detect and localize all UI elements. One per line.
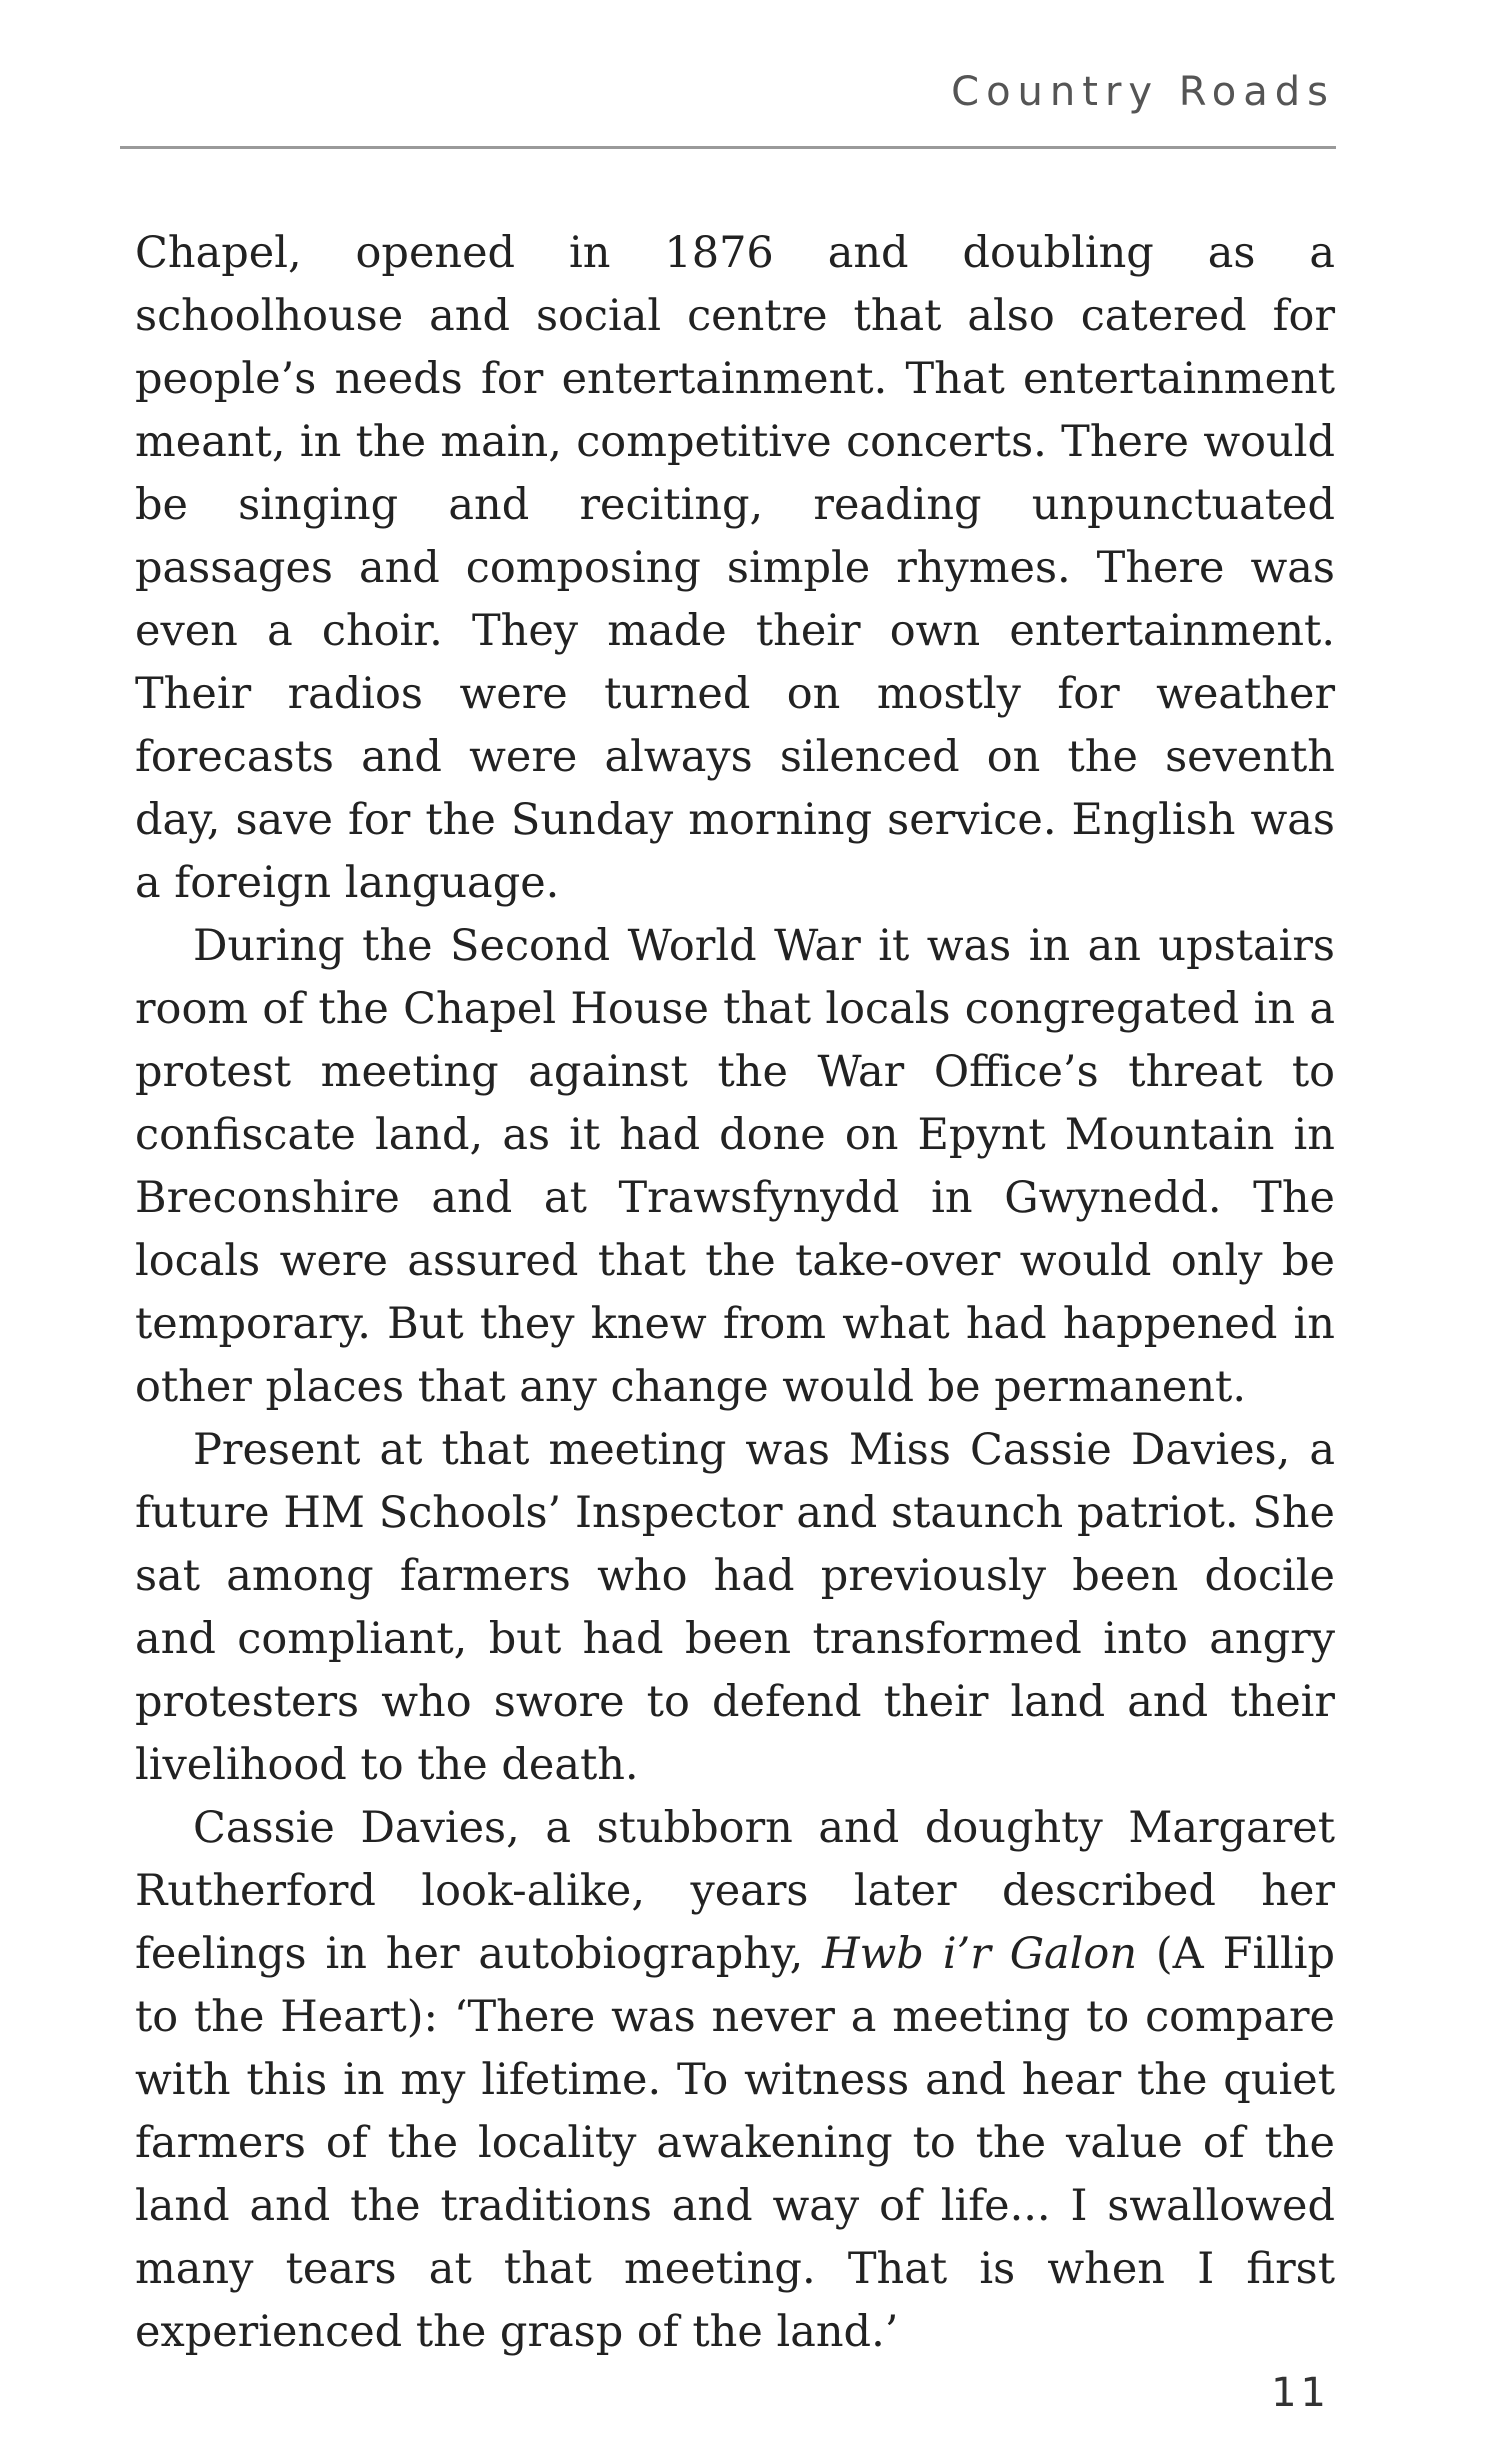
paragraph-protest-meeting: During the Second World War it was in an upstairs room of the Chapel House that locals congregated in a protest meeting against the War Office’s threat to confiscate land, as it had done on Epynt Mountain in Breconshire and at Trawsfynydd in Gwynedd. The locals were assured that the take-over would only be temporary. But they knew from what had happened in other places that any change would be permanent. — [135, 921, 1335, 1412]
paragraph-cassie-present: Present at that meeting was Miss Cassie Davies, a future HM Schools’ Inspector and staunch patriot. She sat among farmers who had previously been docile and compliant, but had been transformed into angry protesters who swore to defend their land and their livelihood to the death. — [135, 1425, 1335, 1790]
autobiography-quote-text: (A Fillip to the Heart): ‘There was never a meeting to compare with this in my lifetime. To witness and hear the quiet farmers of the locality awakening to the value of the land and the traditions and way of life... I swallowed many tears at that meeting. That is when I first experienced the grasp of the land.’ — [135, 1929, 1335, 2357]
running-head-title: Country Roads — [951, 69, 1335, 115]
paragraph-chapel: Chapel, opened in 1876 and doubling as a schoolhouse and social centre that also catered for people’s needs for entertainment. That entertainment meant, in the main, competitive concerts. There would be singing and reciting, reading unpunctuated passages and composing simple rhymes. There was even a choir. They made their own entertainment. Their radios were turned on mostly for weather forecasts and were always silenced on the seventh day, save for the Sunday morning service. English was a foreign language. — [135, 228, 1335, 908]
autobiography-intro-text: Cassie Davies, a stubborn and doughty Margaret Rutherford look-alike, years later described her feelings in her autobiography, — [135, 1803, 1335, 1979]
paragraph-autobiography — [135, 1797, 1335, 2364]
header-rule — [120, 146, 1336, 149]
page-number: 11 — [1271, 2370, 1330, 2416]
book-title: Hwb i’r Galon — [822, 1929, 1138, 1979]
body-text — [135, 222, 1335, 2364]
